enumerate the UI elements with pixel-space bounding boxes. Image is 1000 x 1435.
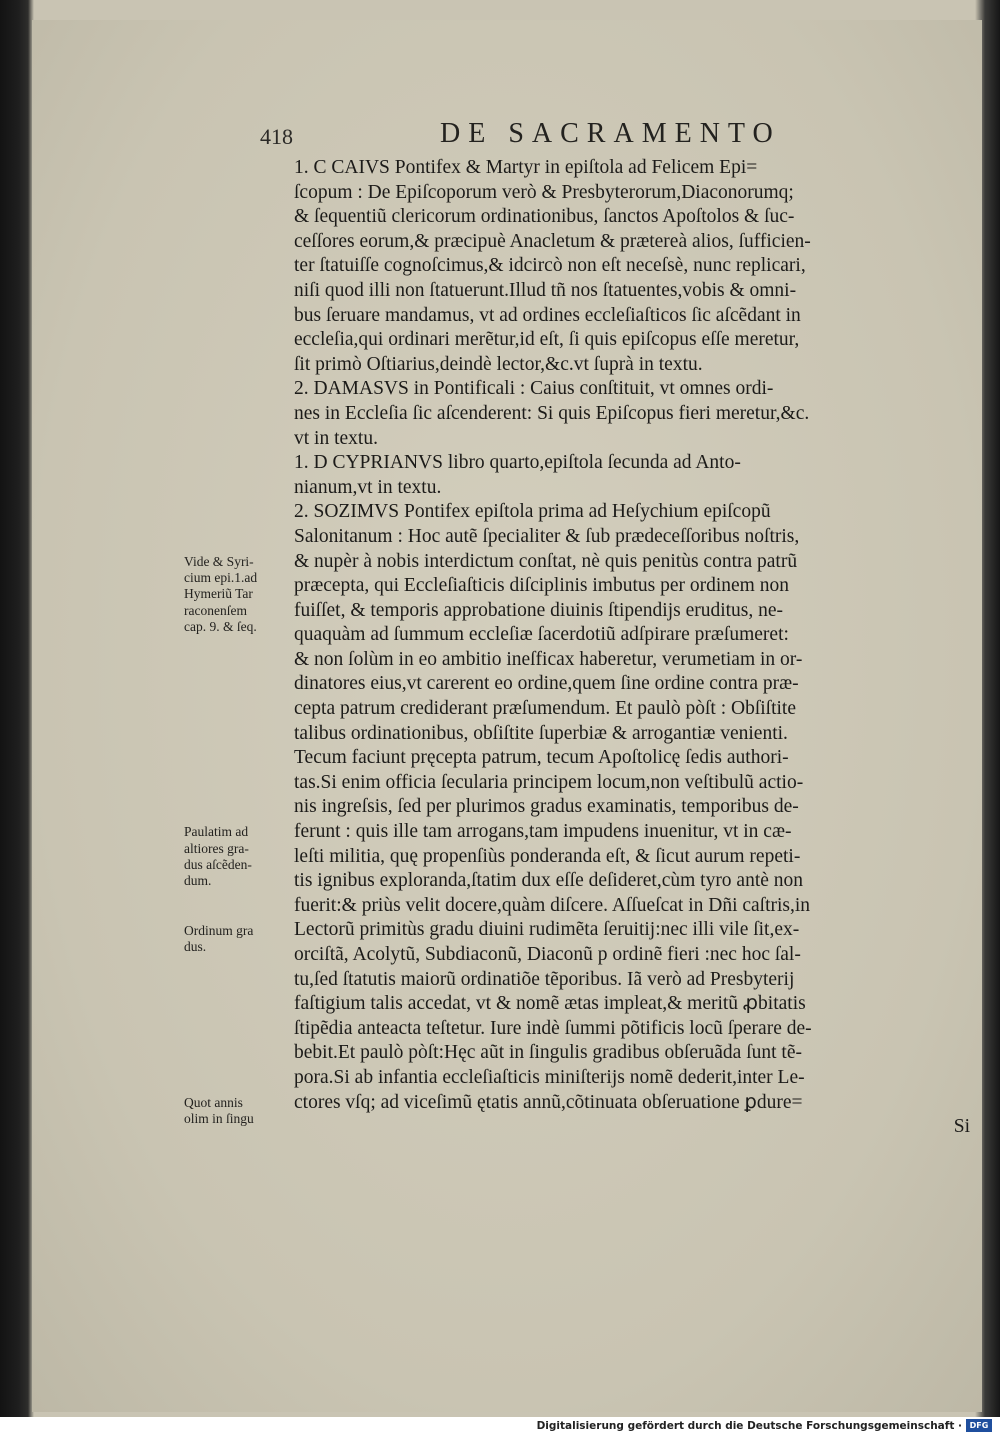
text-line: ter ſtatuiſſe cognoſcimus,& idcircò non eſt neceſsè, nunc replicari, bbox=[294, 255, 806, 277]
text-line: orciſtã, Acolytũ, Subdiaconũ, Diaconũ p ordinẽ fieri :nec hoc ſal- bbox=[294, 944, 801, 965]
margin-note-line: cap. 9. & ſeq. bbox=[184, 619, 257, 635]
text-line: & nupèr à nobis interdictum conſtat, nè quis penitùs contra patrũ bbox=[294, 550, 798, 572]
text-line: bebit.Et paulò pòſt:Hęc aũt in ſingulis gradibus obſeruãda ſunt tẽ- bbox=[294, 1042, 802, 1064]
text-line: tis ignibus exploranda,ſtatim dux eſſe deſideret,cùm tyro antè non bbox=[294, 870, 804, 892]
text-line: talibus ordinationibus, obſiſtite ſuperbiæ & arrogantiæ venienti. bbox=[294, 722, 788, 744]
page-number: 418 bbox=[260, 124, 293, 149]
text-line: fuiſſet, & temporis approbatione diuinis ſtipendijs eruditus, ne- bbox=[294, 599, 784, 621]
text-line: cepta patrum crediderant præſumendum. Et paulò pòſt : Obſiſtite bbox=[294, 698, 796, 720]
text-line: vt in textu. bbox=[294, 427, 378, 449]
margin-note-line: dum. bbox=[184, 873, 212, 889]
text-line: ctores vſq; ad viceſimũ ętatis annũ,cõtinuata obſeruatione ꝑdure= bbox=[294, 1091, 803, 1113]
text-line: 2. DAMASVS in Pontificali : Caius conſtituit, vt omnes ordi- bbox=[294, 378, 774, 400]
text-line: Salonitanum : Hoc autẽ ſpecialiter & ſub prædeceſſoribus noſtris, bbox=[294, 525, 800, 547]
text-line: faſtigium talis accedat, vt & nomẽ ætas impleat,& meritũ ꝓbitatis bbox=[294, 993, 806, 1015]
text-line: niſi quod illi non ſtatuerunt.Illud tñ nos ſtatuentes,vobis & omni- bbox=[294, 279, 797, 301]
dfg-logo: DFG bbox=[966, 1419, 992, 1432]
funding-credit: Digitalisierung gefördert durch die Deutsche Forschungsgemeinschaft · bbox=[536, 1420, 962, 1432]
margin-note-line: Ordinum gra bbox=[184, 922, 254, 938]
margin-note bbox=[184, 554, 294, 636]
margin-note-line: dus aſcẽden- bbox=[184, 857, 252, 872]
text-line: quaquàm ad ſummum eccleſiæ ſacerdotiũ adſpirare præſumeret: bbox=[294, 624, 789, 646]
text-line: ceſſores eorum,& præcipuè Anacletum & prætereà alios, ſufficien- bbox=[294, 230, 811, 252]
text-line: bus ſeruare mandamus, vt ad ordines eccleſiaſticos ſic aſcẽdant in bbox=[294, 304, 801, 326]
text-line: Lectorũ primitùs gradu diuini rudimẽta ſeruitij:nec illi vile ſit,ex- bbox=[294, 919, 800, 941]
margin-note-line: Hymeriũ Tar bbox=[184, 586, 253, 602]
text-line: Tecum faciunt pręcepta patrum, tecum Apoſtolicę ſedis authori- bbox=[294, 747, 789, 769]
margin-note-line: altiores gra- bbox=[184, 840, 249, 856]
margin-note-line: olim in ſingu bbox=[184, 1111, 254, 1127]
page-header bbox=[260, 118, 840, 158]
running-title: DE SACRAMENTO bbox=[440, 118, 781, 149]
margin-note-line: raconenſem bbox=[184, 602, 247, 618]
text-line: nis ingreſsis, ſed per plurimos gradus examinatis, temporibus de- bbox=[294, 796, 799, 818]
margin-note bbox=[184, 824, 294, 890]
margin-note bbox=[184, 1095, 294, 1128]
text-line: 1. D CYPRIANVS libro quarto,epiſtola ſecunda ad Anto- bbox=[294, 452, 741, 474]
text-line: pora.Si ab infantia eccleſiaſticis miniſterijs nomẽ dederit,inter Le- bbox=[294, 1066, 805, 1088]
text-line: 2. SOZIMVS Pontifex epiſtola prima ad Heſychium epiſcopũ bbox=[294, 501, 771, 523]
text-line: Si bbox=[953, 1116, 970, 1138]
text-line: leſti militia, quę propenſiùs ponderanda eſt, & ſicut aurum repeti- bbox=[294, 845, 801, 867]
text-line: nes in Eccleſia ſic aſcenderent: Si quis Epiſcopus fieri meretur,&c. bbox=[294, 402, 810, 424]
text-line: ferunt : quis ille tam arrogans,tam impudens inuenitur, vt in cæ- bbox=[294, 821, 792, 843]
text-line: & ſequentiũ clericorum ordinationibus, ſanctos Apoſtolos & ſuc- bbox=[294, 206, 795, 228]
body-text bbox=[294, 156, 970, 1140]
text-line: & non ſolùm in eo ambitio ineſficax haberetur, verumetiam in or- bbox=[294, 648, 803, 670]
margin-note-line: cium epi.1.ad bbox=[184, 570, 258, 585]
text-line: tas.Si enim officia ſecularia principem locum,non veſtibulũ actio- bbox=[294, 771, 804, 793]
text-line: ſcopum : De Epiſcoporum verò & Presbyterorum,Diaconorumq; bbox=[294, 181, 794, 203]
margin-note-line: Paulatim ad bbox=[184, 824, 249, 840]
text-line: fuerit:& priùs velit docere,quàm diſcere. Aſſueſcat in Dñi caſtris,in bbox=[294, 894, 811, 916]
text-line: tu,ſed ſtatutis maiorũ ordinatiõe tẽporibus. Iã verò ad Presbyterij bbox=[294, 968, 795, 990]
margin-note bbox=[184, 923, 294, 956]
text-line: præcepta, qui Eccleſiaſticis diſciplinis imbutus per ordinem non bbox=[294, 575, 789, 597]
margin-note-line: Quot annis bbox=[184, 1094, 243, 1110]
margin-note-line: dus. bbox=[184, 939, 207, 954]
text-line: dinatores eius,vt carerent eo ordine,quem ſine ordine contra præ- bbox=[294, 673, 799, 695]
text-line: ſtipẽdia anteacta teſtetur. Iure indè ſummi põtificis locũ ſperare de- bbox=[294, 1017, 812, 1039]
text-line: 1. C CAIVS Pontifex & Martyr in epiſtola ad Felicem Epi= bbox=[294, 157, 758, 178]
margin-note-line: Vide & Syri- bbox=[184, 553, 254, 569]
text-line: nianum,vt in textu. bbox=[294, 476, 442, 498]
text-line: eccleſia,qui ordinari merẽtur,id eſt, ſi quis epiſcopus eſſe meretur, bbox=[294, 329, 800, 351]
text-line: ſit primò Oſtiarius,deindè lector,&c.vt ſuprà in textu. bbox=[294, 353, 703, 375]
